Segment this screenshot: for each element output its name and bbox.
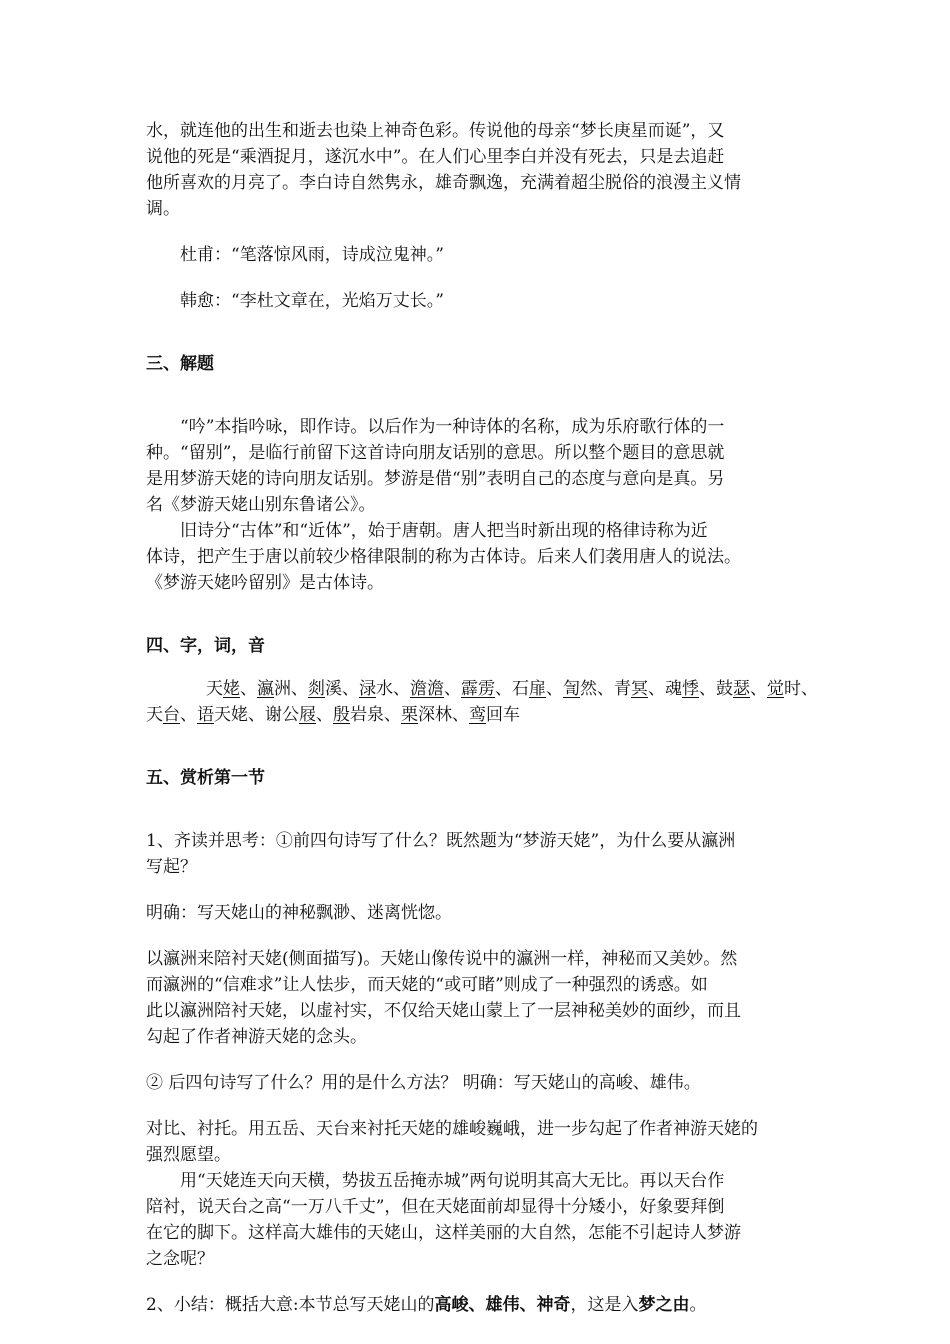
vocabulary-word [257,679,308,699]
word-text: 、 [180,705,197,725]
text-line: 之念呢？ [146,1249,214,1269]
text-line: 是用梦游天姥的诗向朋友话别。梦游是借“别”表明自己的态度与意向是真。另 [146,469,725,489]
word-text: 天 [206,679,223,699]
summary-keywords: 高峻、雄伟、神奇 [434,1295,571,1315]
vocabulary-word [461,679,512,699]
word-text: 、 [495,679,512,699]
text-line: 用“天姥连天向天横，势拔五岳掩赤城”两句说明其高大无比。再以天台作 [180,1171,725,1191]
word-text: 天 [146,705,163,725]
word-text: 水、 [376,679,410,699]
text-line: 《梦游天姥吟留别》是古体诗。 [146,573,384,593]
underlined-character: 殷 [333,705,350,725]
underlined-character: 扉 [529,679,546,699]
section3-paragraph-2 [146,518,810,596]
word-text: 、 [240,679,257,699]
word-text: 溪、 [325,679,359,699]
word-text: 谢公 [265,705,299,725]
vocabulary-word [767,679,818,699]
summary-reason: 梦之由 [638,1295,690,1315]
word-text: 青 [614,679,631,699]
text-line: 说他的死是“乘酒捉月，遂沉水中”。在人们心里李白并没有死去，只是去追赶 [146,147,725,167]
vocabulary-word [206,679,257,699]
word-text: 、 [699,679,716,699]
answer-2-detail [146,1168,810,1272]
vocabulary-line [146,676,818,702]
text-line: 勾起了作者神游天姥的念头。 [146,1027,367,1047]
vocabulary-word [665,679,716,699]
word-text: 鼓 [716,679,733,699]
underlined-character: 冥 [631,679,648,699]
section-heading-4: 四、字，词，音 [146,636,265,656]
vocabulary-word [333,705,401,725]
vocabulary-word [563,679,614,699]
word-text: 时、 [784,679,818,699]
question-1: 1、齐读并思考：①前四句诗写了什么？既然题为“梦游天姥”，为什么要从瀛洲 [146,831,736,851]
vocabulary-word [614,679,665,699]
text-line: 种。“留别”，是临行前留下这首诗向朋友话别的意思。所以整个题目的意思就 [146,443,725,463]
word-text: 、 [648,679,665,699]
answer-2: 对比、衬托。用五岳、天台来衬托天姥的雄峻巍峨，进一步勾起了作者神游天姥的 [146,1119,758,1139]
vocabulary-word [359,679,410,699]
answer-1-detail [146,946,810,1050]
underlined-character: 悸 [682,679,699,699]
quote-dufu: 杜甫：“笔落惊风雨，诗成泣鬼神。” [180,245,444,265]
word-text: 、 [750,679,767,699]
vocabulary-word [512,679,563,699]
text-line: 而瀛洲的“信难求”让人怯步，而天姥的“或可睹”则成了一种强烈的诱惑。如 [146,975,708,995]
question-1-continued: 写起？ [146,857,197,877]
word-text: 天姥、 [214,705,265,725]
vocabulary-word [401,705,469,725]
quote-hanyu: 韩愈：“李杜文章在，光焰万丈长。” [180,291,444,311]
text-line: 名《梦游天姥山别东鲁诸公》。 [146,495,376,515]
section3-paragraph-1 [146,414,810,518]
vocabulary-word [716,679,767,699]
underlined-character: 渌 [359,679,376,699]
intro-paragraph [146,118,810,222]
document-page [146,118,818,1318]
underlined-character: 霹雳 [461,679,495,699]
vocabulary-word [146,705,197,725]
summary-suffix: 。 [689,1295,707,1315]
underlined-character: 鸾 [469,705,486,725]
text-line: 体诗，把产生于唐以前较少格律限制的称为古体诗。后来人们袭用唐人的说法。 [146,547,741,567]
word-text: 岩泉、 [350,705,401,725]
word-text: 石 [512,679,529,699]
word-text: 然、 [580,679,614,699]
word-text: 回车 [486,705,520,725]
text-line: 旧诗分“古体”和“近体”，始于唐朝。唐人把当时新出现的格律诗称为近 [180,521,708,541]
underlined-character: 瀛 [257,679,274,699]
answer-2-continued: 强烈愿望。 [146,1145,231,1165]
vocabulary-line [146,702,810,728]
underlined-character: 剡 [308,679,325,699]
underlined-character: 屐 [299,705,316,725]
word-text: 、 [316,705,333,725]
underlined-character: 澹澹 [410,679,444,699]
section-heading-5: 五、赏析第一节 [146,768,265,788]
text-line: 此以瀛洲陪衬天姥，以虚衬实，不仅给天姥山蒙上了一层神秘美妙的面纱，而且 [146,1001,741,1021]
answer-1: 明确：写天姥山的神秘飘渺、迷离恍惚。 [146,903,452,923]
summary-line [146,1292,810,1318]
vocabulary-word [469,705,520,725]
text-line: “吟”本指吟咏，即作诗。以后作为一种诗体的名称，成为乐府歌行体的一 [180,417,725,437]
section-heading-3: 三、解题 [146,354,214,374]
underlined-character: 觉 [767,679,784,699]
summary-middle: ，这是入 [570,1295,639,1315]
word-text: 、 [546,679,563,699]
word-text: 洲、 [274,679,308,699]
text-line: 以瀛洲来陪衬天姥(侧面描写)。天姥山像传说中的瀛洲一样，神秘而又美妙。然 [146,949,738,969]
summary-prefix: 2、小结：概括大意:本节总写天姥山的 [146,1295,435,1315]
underlined-character: 瑟 [733,679,750,699]
vocabulary-word [197,705,265,725]
text-line: 调。 [146,199,180,219]
text-line: 陪衬，说天台之高“一万八千丈”，但在天姥面前却显得十分矮小，好象要拜倒 [146,1197,725,1217]
vocabulary-word [308,679,359,699]
text-line: 水，就连他的出生和逝去也染上神奇色彩。传说他的母亲“梦长庚星而诞”，又 [146,121,725,141]
word-text: 魂 [665,679,682,699]
underlined-character: 台 [163,705,180,725]
underlined-character: 栗 [401,705,418,725]
word-text: 深林、 [418,705,469,725]
vocabulary-word [410,679,461,699]
underlined-character: 訇 [563,679,580,699]
text-line: 他所喜欢的月亮了。李白诗自然隽永，雄奇飘逸，充满着超尘脱俗的浪漫主义情 [146,173,741,193]
word-text: 、 [444,679,461,699]
underlined-character: 语 [197,705,214,725]
vocabulary-word [265,705,333,725]
text-line: 在它的脚下。这样高大雄伟的天姥山，这样美丽的大自然，怎能不引起诗人梦游 [146,1223,741,1243]
question-2: ② 后四句诗写了什么？用的是什么方法？ 明确：写天姥山的高峻、雄伟。 [146,1073,701,1093]
underlined-character: 姥 [223,679,240,699]
